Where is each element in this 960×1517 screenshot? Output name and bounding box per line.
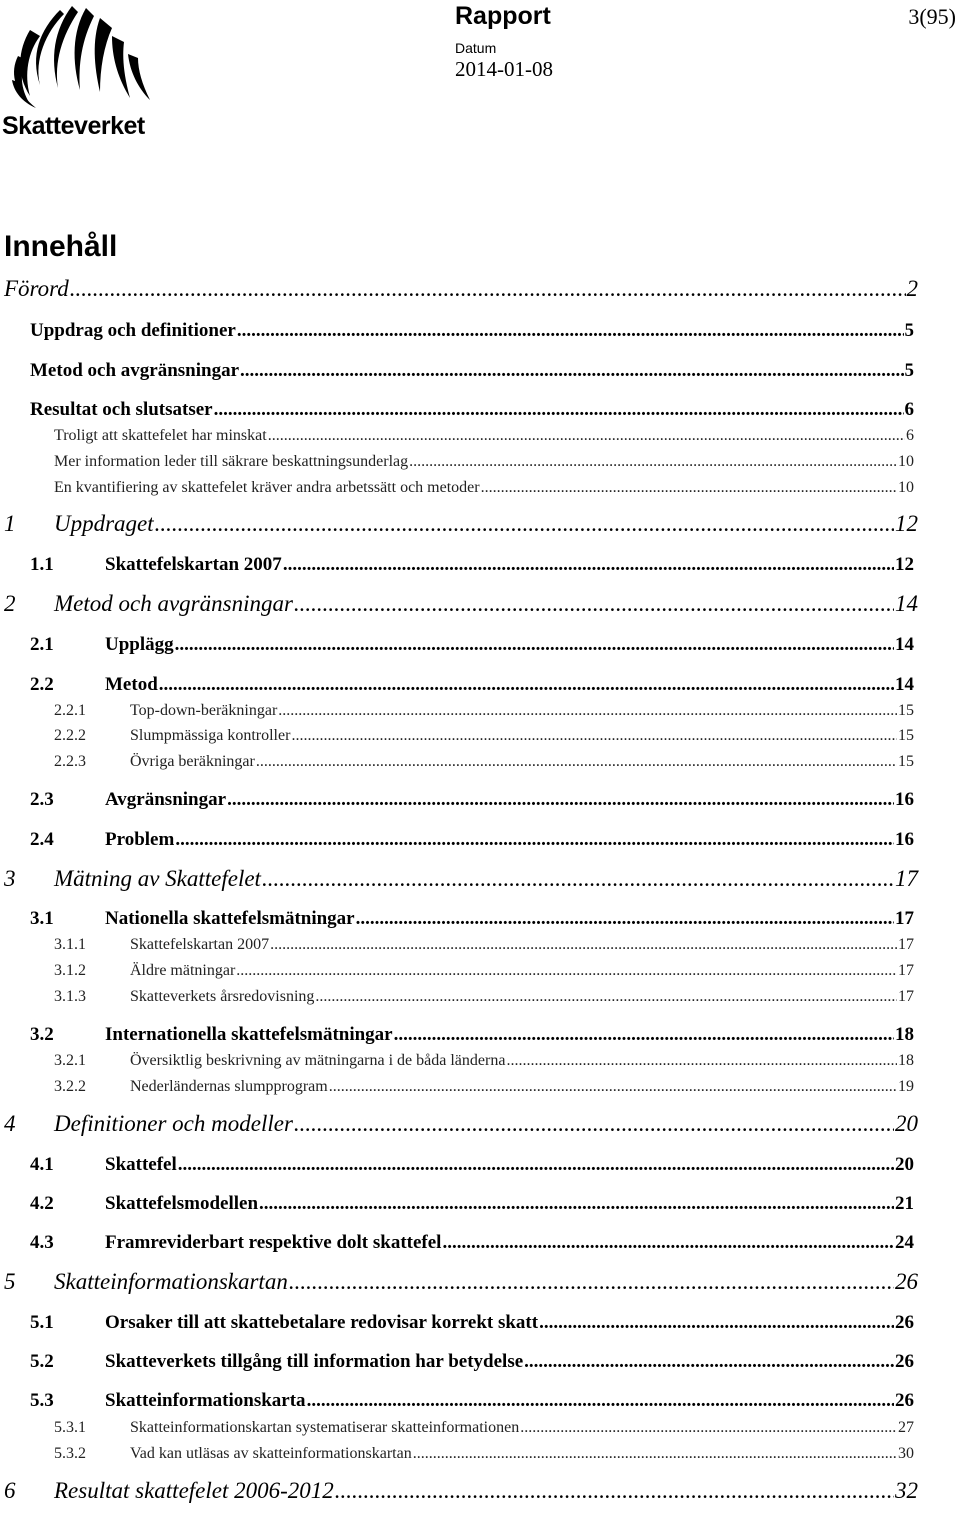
toc-entry-page: 10 bbox=[898, 479, 914, 496]
toc-entry-page: 26 bbox=[895, 1390, 914, 1411]
toc-entry-number: 2.2.2 bbox=[54, 727, 86, 744]
toc-dot-leader bbox=[294, 591, 894, 617]
toc-entry-page: 15 bbox=[898, 727, 914, 744]
toc-dot-leader bbox=[291, 727, 897, 745]
toc-entry-title: En kvantifiering av skattefelet kräver andra arbetssätt och metoder bbox=[54, 479, 480, 496]
toc-entry-title: Äldre mätningar bbox=[130, 962, 236, 979]
toc-entry-number: 3.1.3 bbox=[54, 988, 86, 1005]
toc-entry[interactable] bbox=[54, 962, 914, 980]
toc-entry[interactable] bbox=[54, 988, 914, 1006]
toc-entry[interactable] bbox=[4, 591, 918, 617]
toc-entry-number: 2.4 bbox=[30, 829, 54, 850]
toc-entry[interactable] bbox=[4, 276, 918, 302]
toc-dot-leader bbox=[409, 453, 897, 471]
toc-entry-title: Skatteinformationskarta bbox=[105, 1390, 306, 1411]
toc-entry-number: 3.1.2 bbox=[54, 962, 86, 979]
toc-entry-title: Resultat skattefelet 2006-2012 bbox=[54, 1478, 334, 1503]
toc-entry-page: 26 bbox=[895, 1351, 914, 1372]
toc-entry-title: Metod och avgränsningar bbox=[30, 360, 239, 381]
toc-dot-leader bbox=[259, 1193, 894, 1215]
toc-entry[interactable] bbox=[30, 674, 914, 696]
toc-entry[interactable] bbox=[54, 727, 914, 745]
toc-entry-number: 2 bbox=[4, 591, 16, 616]
toc-entry[interactable] bbox=[54, 936, 914, 954]
toc-entry-page: 6 bbox=[904, 399, 914, 420]
toc-entry-page: 14 bbox=[895, 674, 914, 695]
toc-entry[interactable] bbox=[30, 908, 914, 930]
toc-entry-page: 26 bbox=[895, 1312, 914, 1333]
toc-entry[interactable] bbox=[54, 753, 914, 771]
toc-entry-page: 5 bbox=[904, 360, 914, 381]
toc-entry-page: 18 bbox=[895, 1024, 914, 1045]
toc-entry-title: Metod bbox=[105, 674, 158, 695]
toc-entry-number: 3.2 bbox=[30, 1024, 54, 1045]
toc-entry-page: 14 bbox=[895, 591, 918, 616]
toc-entry-number: 5.1 bbox=[30, 1312, 54, 1333]
toc-entry-title: Framreviderbart respektive dolt skattefel bbox=[105, 1232, 442, 1253]
toc-dot-leader bbox=[413, 1445, 897, 1463]
toc-entry[interactable] bbox=[30, 1232, 914, 1254]
toc-entry[interactable] bbox=[54, 702, 914, 720]
toc-dot-leader bbox=[315, 988, 897, 1006]
toc-entry[interactable] bbox=[30, 789, 914, 811]
toc-entry-title: Mätning av Skattefelet bbox=[54, 866, 261, 891]
toc-dot-leader bbox=[236, 962, 897, 980]
toc-entry-page: 17 bbox=[898, 936, 914, 953]
toc-entry[interactable] bbox=[54, 479, 914, 497]
toc-entry-title: Skattefelskartan 2007 bbox=[130, 936, 270, 953]
toc-dot-leader bbox=[70, 276, 906, 302]
toc-entry[interactable] bbox=[30, 360, 914, 382]
toc-entry-page: 20 bbox=[895, 1154, 914, 1175]
toc-entry-title: Översiktlig beskrivning av mätningarna i de båda länderna bbox=[130, 1052, 506, 1069]
toc-entry-title: Skatteinformationskartan systematiserar skatteinformationen bbox=[130, 1419, 520, 1436]
toc-entry-title: Internationella skattefelsmätningar bbox=[105, 1024, 393, 1045]
toc-entry-page: 10 bbox=[898, 453, 914, 470]
toc-entry-number: 3.2.1 bbox=[54, 1052, 86, 1069]
toc-entry-page: 14 bbox=[895, 634, 914, 655]
toc-entry-page: 6 bbox=[906, 427, 914, 444]
toc-dot-leader bbox=[506, 1052, 897, 1070]
toc-entry-number: 2.1 bbox=[30, 634, 54, 655]
toc-entry-number: 1 bbox=[4, 511, 16, 536]
logo-text: Skatteverket bbox=[2, 112, 145, 140]
toc-entry-title: Förord bbox=[4, 276, 69, 301]
toc-entry-title: Avgränsningar bbox=[105, 789, 227, 810]
toc-dot-leader bbox=[155, 511, 894, 537]
toc-entry-number: 4 bbox=[4, 1111, 16, 1136]
toc-dot-leader bbox=[227, 789, 894, 811]
toc-entry[interactable] bbox=[30, 554, 914, 576]
toc-entry[interactable] bbox=[54, 1052, 914, 1070]
toc-dot-leader bbox=[178, 1154, 894, 1176]
toc-entry[interactable] bbox=[4, 1478, 918, 1504]
toc-dot-leader bbox=[442, 1232, 894, 1254]
toc-entry[interactable] bbox=[30, 1154, 914, 1176]
toc-entry-page: 12 bbox=[895, 554, 914, 575]
toc-entry-page: 30 bbox=[898, 1445, 914, 1462]
toc-dot-leader bbox=[283, 554, 894, 576]
toc-entry-title: Nationella skattefelsmätningar bbox=[105, 908, 355, 929]
toc-entry-title: Problem bbox=[105, 829, 175, 850]
toc-entry-number: 4.1 bbox=[30, 1154, 54, 1175]
toc-entry[interactable] bbox=[54, 453, 914, 471]
toc-dot-leader bbox=[262, 866, 894, 892]
toc-entry-title: Troligt att skattefelet har minskat bbox=[54, 427, 267, 444]
toc-entry-title: Uppdrag och definitioner bbox=[30, 320, 236, 341]
toc-dot-leader bbox=[520, 1419, 897, 1437]
toc-entry-page: 17 bbox=[898, 962, 914, 979]
toc-entry-page: 17 bbox=[895, 908, 914, 929]
toc-dot-leader bbox=[307, 1390, 894, 1412]
toc-entry[interactable] bbox=[30, 399, 914, 421]
toc-dot-leader bbox=[335, 1478, 894, 1504]
toc-entry-title: Skatteverkets tillgång till information har betydelse bbox=[105, 1351, 524, 1372]
toc-entry-number: 3.2.2 bbox=[54, 1078, 86, 1095]
toc-entry-title: Skatteinformationskartan bbox=[54, 1269, 288, 1294]
toc-entry-title: Skatteverkets årsredovisning bbox=[130, 988, 315, 1005]
toc-dot-leader bbox=[294, 1111, 894, 1137]
toc-entry-title: Skattefelsmodellen bbox=[105, 1193, 259, 1214]
document-type: Rapport bbox=[455, 2, 551, 30]
date-label: Datum bbox=[455, 40, 497, 56]
toc-entry-title: Definitioner och modeller bbox=[54, 1111, 293, 1136]
toc-entry-page: 26 bbox=[895, 1269, 918, 1294]
toc-entry-title: Skattefelskartan 2007 bbox=[105, 554, 282, 575]
toc-entry-number: 4.3 bbox=[30, 1232, 54, 1253]
toc-entry-page: 16 bbox=[895, 829, 914, 850]
page-number: 3(95) bbox=[908, 4, 956, 29]
toc-dot-leader bbox=[481, 479, 897, 497]
toc-dot-leader bbox=[289, 1269, 894, 1295]
toc-entry[interactable] bbox=[4, 1111, 918, 1137]
toc-entry[interactable] bbox=[4, 1269, 918, 1295]
toc-entry[interactable] bbox=[30, 1351, 914, 1373]
toc-entry-page: 17 bbox=[895, 866, 918, 891]
toc-entry[interactable] bbox=[4, 511, 918, 537]
toc-dot-leader bbox=[240, 360, 904, 382]
toc-dot-leader bbox=[356, 908, 894, 930]
toc-entry-page: 19 bbox=[898, 1078, 914, 1095]
toc-entry-title: Övriga beräkningar bbox=[130, 753, 255, 770]
toc-entry-page: 20 bbox=[895, 1111, 918, 1136]
toc-entry-page: 12 bbox=[895, 511, 918, 536]
toc-dot-leader bbox=[270, 936, 897, 954]
toc-heading: Innehåll bbox=[4, 230, 118, 263]
toc-entry-page: 15 bbox=[898, 702, 914, 719]
toc-entry-page: 18 bbox=[898, 1052, 914, 1069]
toc-entry[interactable] bbox=[54, 1419, 914, 1437]
toc-entry-title: Resultat och slutsatser bbox=[30, 399, 213, 420]
toc-entry-number: 5.2 bbox=[30, 1351, 54, 1372]
toc-entry-title: Uppdraget bbox=[54, 511, 154, 536]
toc-entry-page: 5 bbox=[904, 320, 914, 341]
toc-entry[interactable] bbox=[30, 1193, 914, 1215]
toc-entry[interactable] bbox=[30, 1390, 914, 1412]
toc-entry-title: Mer information leder till säkrare beskattningsunderlag bbox=[54, 453, 409, 470]
toc-entry-number: 2.3 bbox=[30, 789, 54, 810]
toc-dot-leader bbox=[175, 634, 894, 656]
toc-entry-number: 1.1 bbox=[30, 554, 54, 575]
toc-entry-number: 4.2 bbox=[30, 1193, 54, 1214]
toc-entry-title: Upplägg bbox=[105, 634, 174, 655]
toc-entry-number: 5.3.1 bbox=[54, 1419, 86, 1436]
toc-entry[interactable] bbox=[30, 320, 914, 342]
toc-entry[interactable] bbox=[30, 1024, 914, 1046]
toc-entry[interactable] bbox=[4, 866, 918, 892]
toc-entry-number: 3.1 bbox=[30, 908, 54, 929]
toc-dot-leader bbox=[256, 753, 897, 771]
toc-entry-number: 3 bbox=[4, 866, 16, 891]
toc-entry-title: Metod och avgränsningar bbox=[54, 591, 293, 616]
toc-dot-leader bbox=[175, 829, 894, 851]
toc-entry[interactable] bbox=[30, 829, 914, 851]
toc-dot-leader bbox=[268, 427, 905, 445]
toc-dot-leader bbox=[539, 1312, 894, 1334]
toc-entry-number: 6 bbox=[4, 1478, 16, 1503]
toc-entry-page: 21 bbox=[895, 1193, 914, 1214]
toc-entry[interactable] bbox=[54, 1078, 914, 1096]
toc-entry-page: 27 bbox=[898, 1419, 914, 1436]
toc-entry[interactable] bbox=[54, 1445, 914, 1463]
toc-entry-number: 5.3 bbox=[30, 1390, 54, 1411]
toc-entry-page: 32 bbox=[895, 1478, 918, 1503]
toc-entry-title: Slumpmässiga kontroller bbox=[130, 727, 291, 744]
toc-dot-leader bbox=[278, 702, 897, 720]
toc-entry-page: 24 bbox=[895, 1232, 914, 1253]
toc-dot-leader bbox=[214, 399, 904, 421]
toc-dot-leader bbox=[524, 1351, 894, 1373]
toc-entry[interactable] bbox=[30, 634, 914, 656]
toc-entry[interactable] bbox=[54, 427, 914, 445]
toc-entry-page: 2 bbox=[906, 276, 918, 301]
toc-entry-title: Orsaker till att skattebetalare redovisar korrekt skatt bbox=[105, 1312, 539, 1333]
toc-entry-title: Top-down-beräkningar bbox=[130, 702, 278, 719]
date-value: 2014-01-08 bbox=[455, 57, 553, 81]
toc-entry-title: Vad kan utläsas av skatteinformationskartan bbox=[130, 1445, 412, 1462]
toc-dot-leader bbox=[394, 1024, 894, 1046]
toc-entry-number: 2.2.3 bbox=[54, 753, 86, 770]
toc-entry-page: 17 bbox=[898, 988, 914, 1005]
toc-dot-leader bbox=[329, 1078, 897, 1096]
toc-entry-number: 3.1.1 bbox=[54, 936, 86, 953]
toc-entry-number: 2.2 bbox=[30, 674, 54, 695]
toc-entry-page: 16 bbox=[895, 789, 914, 810]
toc-dot-leader bbox=[159, 674, 894, 696]
toc-entry-number: 2.2.1 bbox=[54, 702, 86, 719]
toc-entry-title: Nederländernas slumpprogram bbox=[130, 1078, 328, 1095]
toc-dot-leader bbox=[237, 320, 904, 342]
toc-entry-page: 15 bbox=[898, 753, 914, 770]
toc-entry-number: 5.3.2 bbox=[54, 1445, 86, 1462]
toc-entry[interactable] bbox=[30, 1312, 914, 1334]
toc-entry-title: Skattefel bbox=[105, 1154, 177, 1175]
toc-entry-number: 5 bbox=[4, 1269, 16, 1294]
